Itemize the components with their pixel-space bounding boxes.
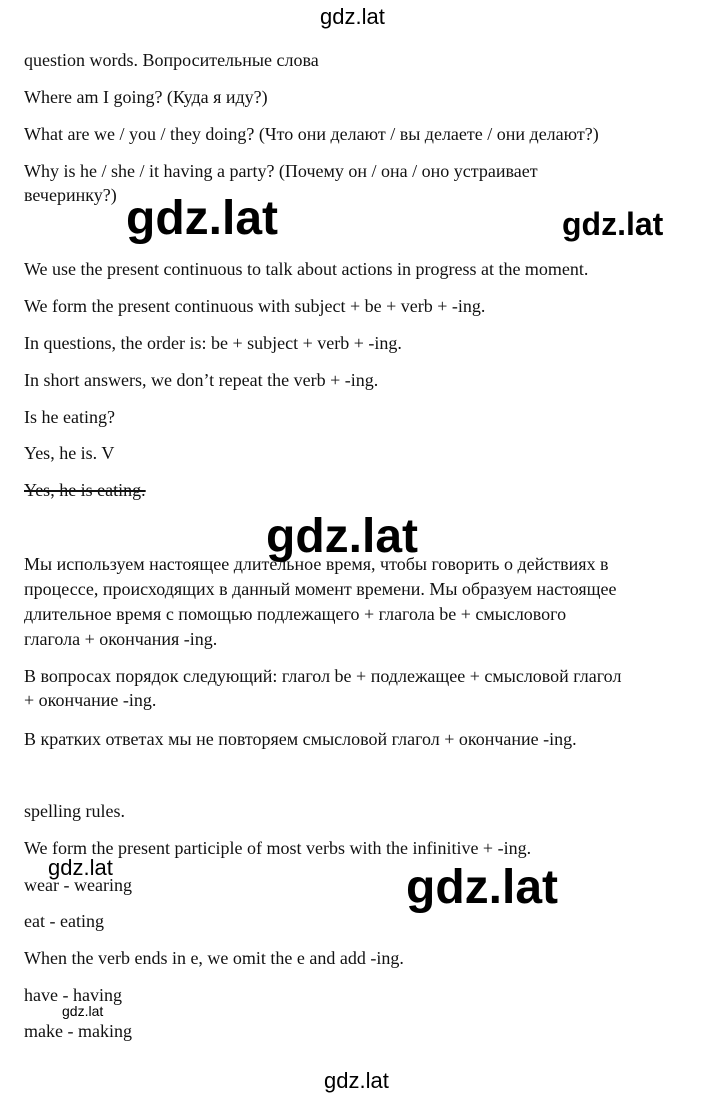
section-heading-spelling-rules: spelling rules. (24, 801, 125, 821)
text-line: Where am I going? (Куда я иду?) (24, 87, 268, 107)
watermark: gdz.lat (266, 510, 418, 563)
watermark: gdz.lat (320, 4, 385, 29)
watermark: gdz.lat (562, 206, 664, 242)
watermark: gdz.lat (126, 192, 278, 245)
text-line: We form the present continuous with subject + be + verb + -ing. (24, 296, 486, 316)
section-heading-question-words: question words. Вопросительные слова (24, 50, 319, 70)
text-line: длительное время с помощью подлежащего + глагола be + смыслового (24, 604, 567, 624)
text-line: have - having (24, 985, 122, 1005)
text-line: + окончание -ing. (24, 690, 157, 710)
text-line: wear - wearing (24, 875, 132, 895)
watermark: gdz.lat (406, 861, 558, 914)
text-line: We form the present participle of most verbs with the infinitive + -ing. (24, 838, 532, 858)
text-line: Мы используем настоящее длительное время, чтобы говорить о действиях в (24, 554, 609, 574)
text-line: процессе, происходящих в данный момент времени. Мы образуем настоящее (24, 579, 617, 599)
text-line: вечеринку?) (24, 185, 117, 205)
text-line: make - making (24, 1021, 132, 1041)
text-line: When the verb ends in e, we omit the e and add -ing. (24, 948, 404, 968)
text-line: В вопросах порядок следующий: глагол be + подлежащее + смысловой глагол (24, 666, 622, 686)
text-line: In short answers, we don’t repeat the verb + -ing. (24, 370, 379, 390)
text-line: В кратких ответах мы не повторяем смысловой глагол + окончание -ing. (24, 729, 577, 749)
watermark: gdz.lat (324, 1068, 389, 1093)
text-line: Is he eating? (24, 407, 115, 427)
text-line: In questions, the order is: be + subject + verb + -ing. (24, 333, 402, 353)
text-line: What are we / you / they doing? (Что они делают / вы делаете / они делают?) (24, 124, 599, 144)
text-line: глагола + окончания -ing. (24, 629, 218, 649)
text-line: Yes, he is. V (24, 443, 115, 463)
watermark: gdz.lat (62, 1003, 104, 1019)
text-line: We use the present continuous to talk about actions in progress at the moment. (24, 259, 589, 279)
struck-text-line: Yes, he is eating. (24, 480, 146, 500)
text-line: Why is he / she / it having a party? (Почему он / она / оно устраивает (24, 161, 538, 181)
watermark: gdz.lat (48, 855, 113, 880)
text-line: eat - eating (24, 911, 104, 931)
